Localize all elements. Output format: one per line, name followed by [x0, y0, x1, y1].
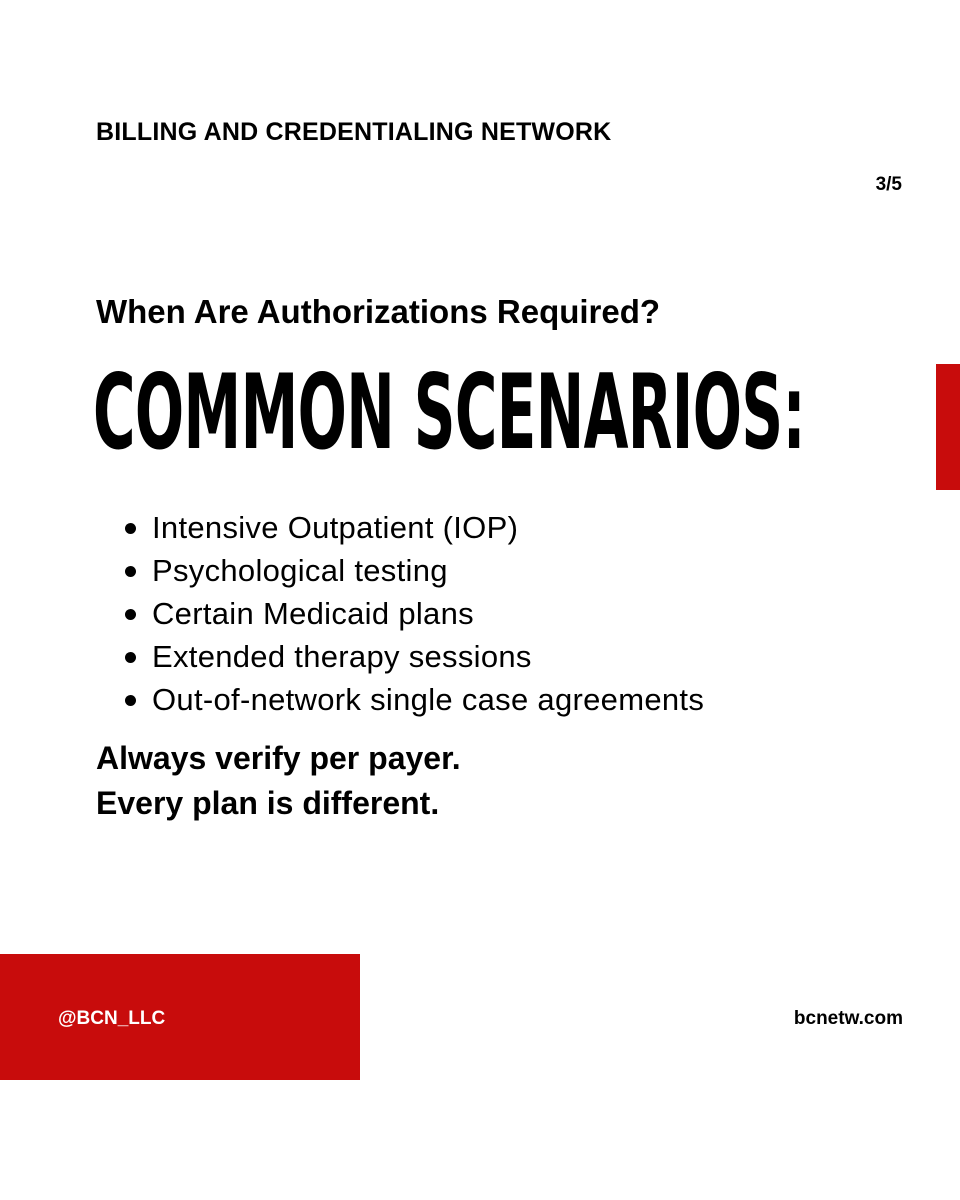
page-title: COMMON SCENARIOS: [93, 353, 806, 473]
closing-line: Every plan is different. [96, 785, 440, 821]
list-item-label: Extended therapy sessions [152, 639, 532, 674]
website-link[interactable]: bcnetw.com [793, 1008, 903, 1029]
bullet-icon [125, 609, 136, 620]
accent-bar [936, 364, 960, 490]
scenario-list [118, 506, 704, 721]
list-item [118, 635, 704, 678]
list-item-label: Psychological testing [152, 553, 448, 588]
closing-note [96, 736, 461, 826]
list-item [118, 592, 704, 635]
list-item [118, 549, 704, 592]
list-item [118, 678, 704, 721]
list-item [118, 506, 704, 549]
list-item-label: Certain Medicaid plans [152, 596, 474, 631]
footer-accent-block [0, 954, 360, 1080]
bullet-icon [125, 523, 136, 534]
subheading: When Are Authorizations Required? [96, 293, 661, 330]
bullet-icon [125, 652, 136, 663]
brand-header: BILLING AND CREDENTIALING NETWORK [96, 118, 612, 146]
list-item-label: Intensive Outpatient (IOP) [152, 510, 519, 545]
bullet-icon [125, 695, 136, 706]
social-handle: @BCN_LLC [58, 1008, 166, 1029]
closing-line: Always verify per payer. [96, 740, 461, 776]
list-item-label: Out-of-network single case agreements [152, 682, 705, 717]
bullet-icon [125, 566, 136, 577]
page-counter: 3/5 [875, 174, 902, 195]
